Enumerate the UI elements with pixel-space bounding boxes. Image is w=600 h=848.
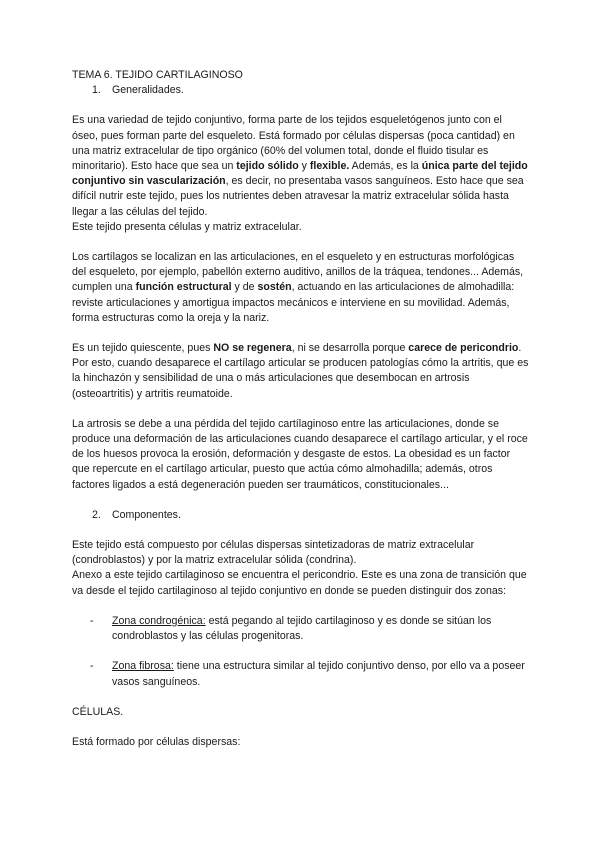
paragraph-celulas: Está formado por células dispersas: — [72, 735, 241, 748]
paragraph-components: Este tejido está compuesto por células dispersas sintetizadoras de matriz extracelular (condroblastos) y por la matriz extracelular sólida (condrina). — [72, 539, 475, 567]
paragraph-intro: Es una variedad de tejido conjuntivo, forma parte de los tejidos esqueletógenos junto con el óseo, pues forman parte del esqueleto. Está formado por células dispersas (poca cantidad) en una matriz extracelular de tipo orgánico (60% del volumen total, donde el fluido tisular es minoritario). Esto hace que sea un tejido sólido y flexible. Además, es la única parte del tejido conjuntivo sin vascularización, es decir, no presentaba vasos sanguíneos. Esto hace que sea difícil nutrir este tejido, pues los nutrientes deben atravesar la matriz extracelular sólida hasta llegar a las células del tejido. — [72, 114, 528, 218]
list-item-zona-fibrosa: - Zona fibrosa: tiene una estructura similar al tejido conjuntivo denso, por ello va a poseer vasos sanguíneos. — [90, 660, 525, 688]
list-item-zona-condrogenica: - Zona condrogénica: está pegando al tejido cartilaginoso y es donde se sitúan los condroblastos y las células progenitoras. — [90, 614, 492, 643]
paragraph-quiescent: Es un tejido quiescente, pues NO se regenera, ni se desarrolla porque carece de pericondrio. Por esto, cuando desaparece el cartílago articular se producen patologías cómo la artritis, que es la hinchazón y sensibilidad de una o más articulaciones que desembocan en artrosis (osteoartritis) y artritis reumatoide. — [72, 342, 529, 400]
section-heading-celulas: CÉLULAS. — [72, 705, 124, 718]
document-title: TEMA 6. TEJIDO CARTILAGINOSO — [72, 69, 243, 81]
paragraph-artrosis: La artrosis se debe a una pérdida del tejido cartílaginoso entre las articulaciones, donde se produce una deformación de las articulaciones cuando desaparece el cartílago articular, y el roce de los huesos provoca la erosión, deformación y desgaste de estos. La obesidad es un factor que repercute en el cartílago articular, puesto que actúa cómo almohadilla; además, otros factores ligados a está degeneración pueden ser traumáticos, constitucionales... — [72, 417, 528, 491]
paragraph-intro-summary: Este tejido presenta células y matriz extracelular. — [72, 220, 302, 233]
section-heading-generalidades: 1. Generalidades. — [92, 84, 184, 97]
section-heading-componentes: 2. Componentes. — [92, 508, 181, 521]
paragraph-location: Los cartílagos se localizan en las articulaciones, en el esqueleto y en estructuras morfológicas del esqueleto, por ejemplo, pabellón externo auditivo, anillos de la tráquea, tendones... Además, cumplen una función estructural y de sostén, actuando en las articulaciones de almohadilla: reviste articulaciones y amortigua impactos mecánicos e interviene en su movilidad. Además, forma estructuras como la oreja y la nariz. — [72, 251, 524, 324]
paragraph-pericondrio: Anexo a este tejido cartilaginoso se encuentra el pericondrio. Este es una zona de transición que va desde el tejido cartilaginoso al tejido conjuntivo en donde se pueden distinguir dos zonas: — [72, 569, 527, 597]
